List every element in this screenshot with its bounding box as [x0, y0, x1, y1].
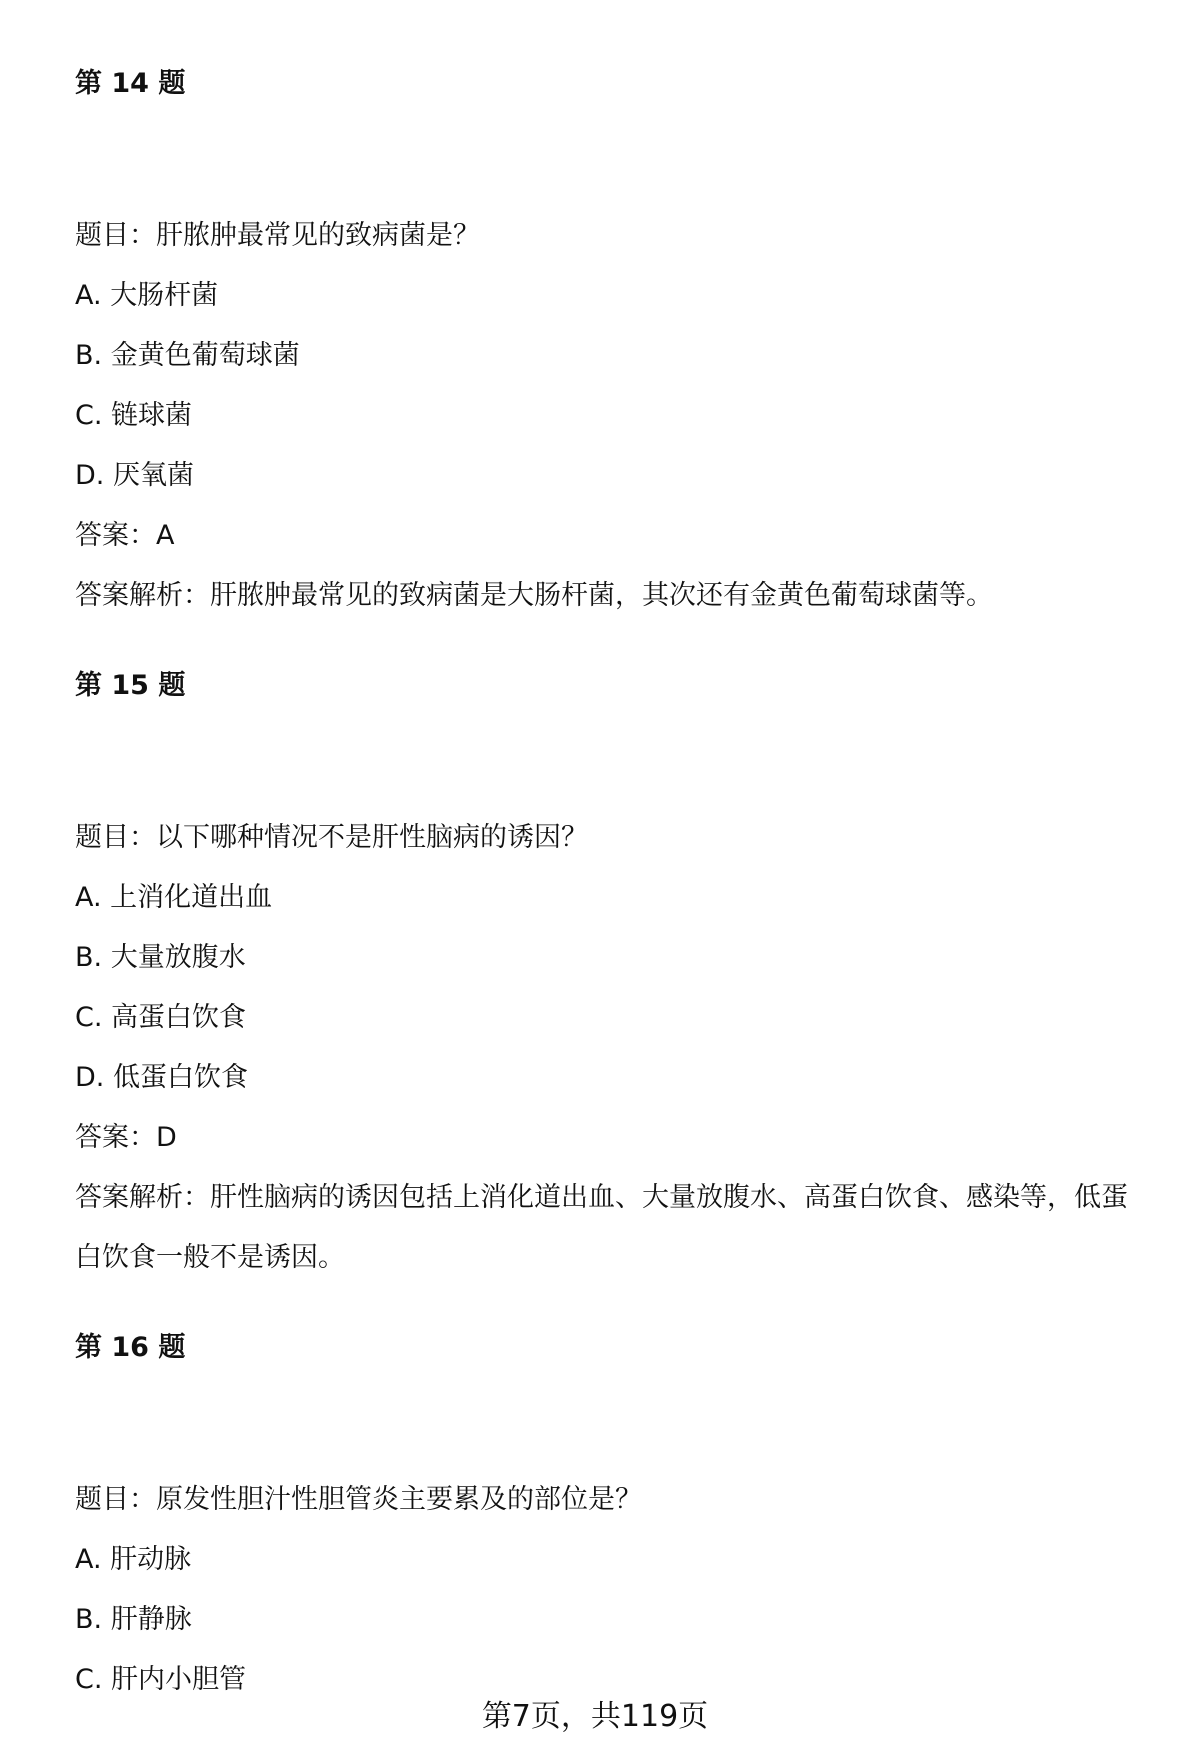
answer: 答案：D [75, 1122, 177, 1153]
answer-analysis: 答案解析：肝性脑病的诱因包括上消化道出血、大量放腹水、高蛋白饮食、感染等，低蛋白饮食一般不是诱因。 [75, 1182, 1128, 1273]
option-b: B. 金黄色葡萄球菌 [75, 340, 300, 371]
question-stem: 题目：原发性胆汁性胆管炎主要累及的部位是？ [75, 1484, 642, 1515]
option-a: A. 大肠杆菌 [75, 280, 219, 311]
option-c: C. 肝内小胆管 [75, 1664, 247, 1695]
option-d: D. 低蛋白饮食 [75, 1062, 248, 1093]
option-c: C. 链球菌 [75, 400, 193, 431]
option-b: B. 肝静脉 [75, 1604, 192, 1635]
option-d: D. 厌氧菌 [75, 460, 194, 491]
answer: 答案：A [75, 520, 175, 551]
option-c: C. 高蛋白饮食 [75, 1002, 247, 1033]
question-stem: 题目：肝脓肿最常见的致病菌是？ [75, 220, 480, 251]
page-number-footer: 第7页，共119页 [481, 1699, 709, 1734]
option-b: B. 大量放腹水 [75, 942, 246, 973]
question-heading: 第 16 题 [75, 1332, 186, 1363]
question-stem: 题目：以下哪种情况不是肝性脑病的诱因？ [75, 822, 588, 853]
question-heading: 第 15 题 [75, 670, 186, 701]
question-heading: 第 14 题 [75, 68, 186, 99]
option-a: A. 上消化道出血 [75, 882, 273, 913]
answer-analysis: 答案解析：肝脓肿最常见的致病菌是大肠杆菌，其次还有金黄色葡萄球菌等。 [75, 580, 993, 611]
option-a: A. 肝动脉 [75, 1544, 192, 1575]
